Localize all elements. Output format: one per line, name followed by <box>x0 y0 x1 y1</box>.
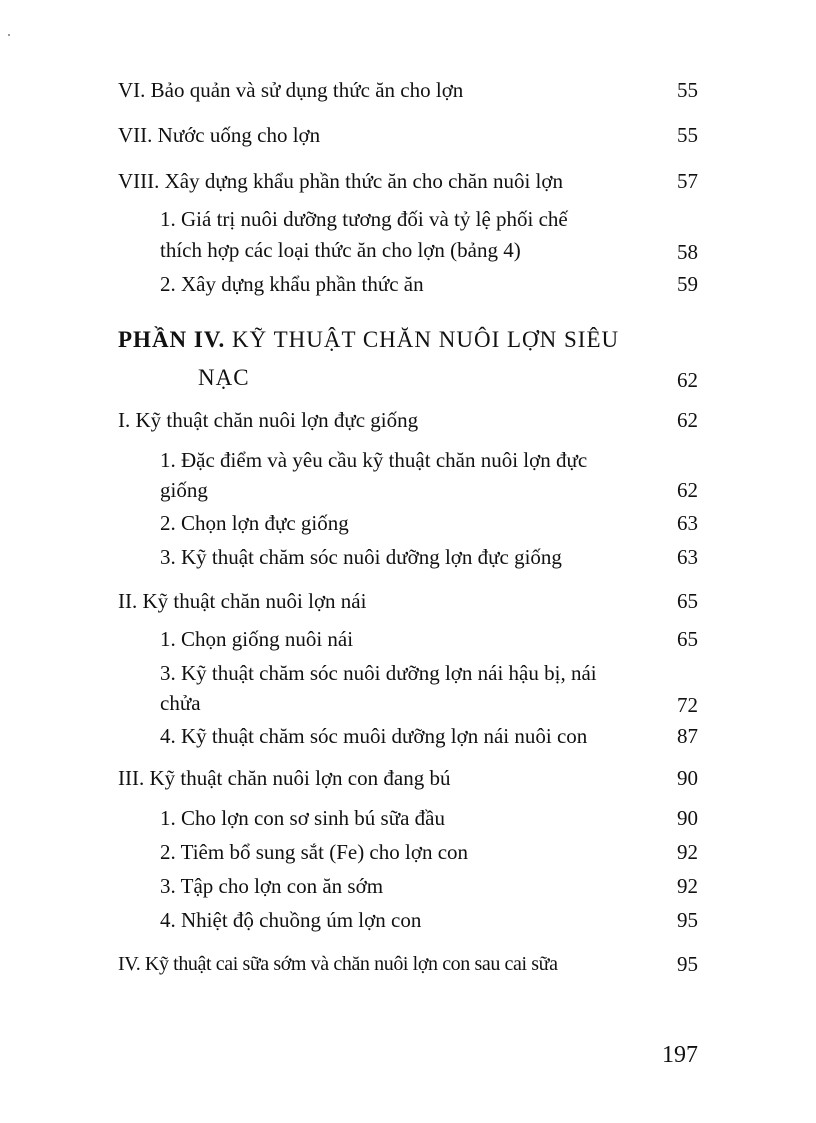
toc-entry <box>118 587 698 615</box>
toc-entry-page: 57 <box>677 169 698 193</box>
toc-entry-page: 62 <box>677 478 698 502</box>
toc-entry <box>160 509 698 537</box>
toc-entry-title: 3. Tập cho lợn con ăn sớm <box>160 874 384 898</box>
toc-entry <box>160 906 698 934</box>
toc-entry-page: 90 <box>677 806 698 830</box>
toc-entry-title: 1. Giá trị nuôi dưỡng tương đối và tỷ lệ phối chế <box>160 207 568 231</box>
toc-entry-title: III. Kỹ thuật chăn nuôi lợn con đang bú <box>118 766 451 790</box>
toc-entry-title: 3. Kỹ thuật chăm sóc nuôi dưỡng lợn nái hậu bị, nái <box>160 661 597 685</box>
toc-entry <box>160 543 698 571</box>
toc-entry <box>160 270 698 298</box>
toc-entry-page: 58 <box>677 240 698 264</box>
toc-entry-page: 72 <box>677 693 698 717</box>
page-number: 197 <box>662 1042 698 1068</box>
toc-entry-title: I. Kỹ thuật chăn nuôi lợn đực giống <box>118 408 419 432</box>
toc-entry <box>160 722 698 750</box>
toc-entry <box>160 804 698 832</box>
toc-entry <box>118 406 698 434</box>
toc-entry <box>160 446 698 506</box>
toc-entry-page: 55 <box>677 78 698 102</box>
toc-entry-title: VI. Bảo quản và sử dụng thức ăn cho lợn <box>118 78 464 102</box>
toc-entry-page: 55 <box>677 123 698 147</box>
toc-entry-page: 92 <box>677 840 698 864</box>
toc-entry-title: VII. Nước uống cho lợn <box>118 123 321 147</box>
part-title-continued: NẠC <box>198 365 250 390</box>
toc-entry-title: 1. Đặc điểm và yêu cầu kỹ thuật chăn nuôi lợn đực <box>160 448 588 472</box>
toc-entry-title-continued: chửa <box>160 691 201 715</box>
toc-entry-title-continued: thích hợp các loại thức ăn cho lợn (bảng 4) <box>160 238 521 262</box>
toc-entry-title: 4. Kỹ thuật chăm sóc muôi dưỡng lợn nái nuôi con <box>160 724 588 748</box>
toc-entry-title: 2. Chọn lợn đực giống <box>160 511 349 535</box>
toc-entry-page: 65 <box>677 627 698 651</box>
toc-entry <box>118 950 698 978</box>
scan-speck <box>8 34 10 36</box>
toc-entry-page: 95 <box>677 908 698 932</box>
part-label: PHẦN IV. <box>118 327 226 352</box>
toc-entry-page: 90 <box>677 766 698 790</box>
toc-entry-title: 2. Tiêm bổ sung sắt (Fe) cho lợn con <box>160 840 469 864</box>
toc-entry <box>160 872 698 900</box>
toc-entry-page: 59 <box>677 272 698 296</box>
toc-entry <box>118 167 698 195</box>
toc-entry <box>160 625 698 653</box>
toc-entry-title-continued: giống <box>160 478 208 502</box>
toc-entry-page: 65 <box>677 589 698 613</box>
toc-part-heading <box>118 326 698 394</box>
toc-entry-page: 62 <box>677 408 698 432</box>
toc-entry-title: 4. Nhiệt độ chuồng úm lợn con <box>160 908 422 932</box>
toc-entry <box>160 659 698 719</box>
toc-entry-title: II. Kỹ thuật chăn nuôi lợn nái <box>118 589 367 613</box>
toc-entry-title: 1. Chọn giống nuôi nái <box>160 627 354 651</box>
toc-entry <box>118 76 698 104</box>
toc-entry <box>160 205 698 267</box>
toc-entry-page: 92 <box>677 874 698 898</box>
toc-entry-title: VIII. Xây dựng khẩu phần thức ăn cho chăn nuôi lợn <box>118 169 563 193</box>
toc-entry-page: 62 <box>677 368 698 392</box>
toc-entry-page: 95 <box>677 952 698 976</box>
toc-entry-title: 1. Cho lợn con sơ sinh bú sữa đầu <box>160 806 445 830</box>
toc-entry-page: 87 <box>677 724 698 748</box>
toc-entry-title: 2. Xây dựng khẩu phần thức ăn <box>160 272 424 296</box>
part-title: KỸ THUẬT CHĂN NUÔI LỢN SIÊU <box>225 327 620 352</box>
toc-entry <box>118 121 698 149</box>
toc-entry <box>118 764 698 792</box>
toc-entry-title: 3. Kỹ thuật chăm sóc nuôi dưỡng lợn đực giống <box>160 545 562 569</box>
toc-entry-title: IV. Kỹ thuật cai sữa sớm và chăn nuôi lợn con sau cai sữa <box>118 953 558 975</box>
toc-entry <box>160 838 698 866</box>
toc-entry-page: 63 <box>677 511 698 535</box>
toc-entry-page: 63 <box>677 545 698 569</box>
